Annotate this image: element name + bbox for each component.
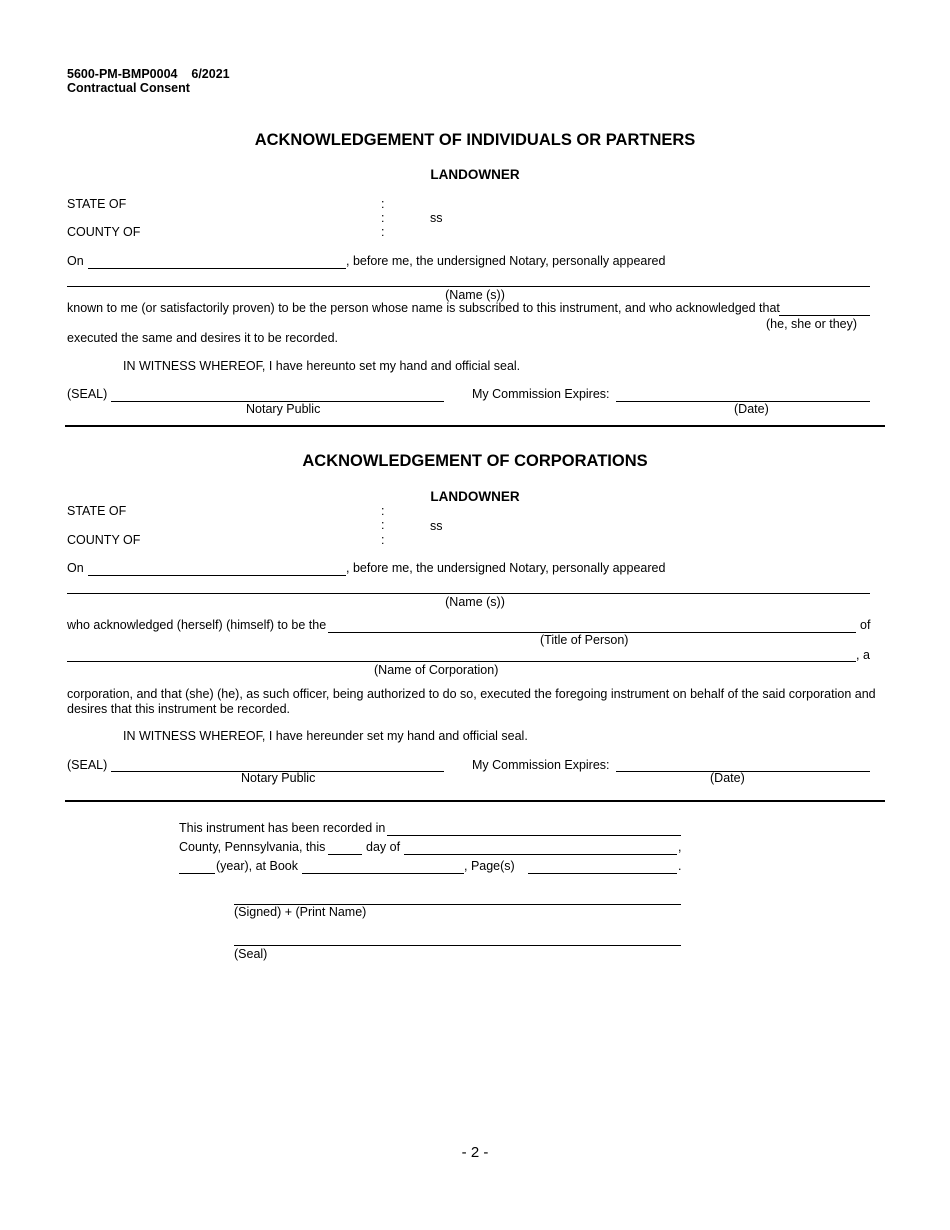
corporations-landowner: LANDOWNER	[430, 489, 520, 504]
corporations-notary-caption: Notary Public	[241, 771, 316, 785]
recording-seal-line[interactable]	[234, 945, 681, 946]
form-date: 6/2021	[191, 67, 230, 81]
individuals-title: ACKNOWLEDGEMENT OF INDIVIDUALS OR PARTNERS	[254, 131, 696, 149]
section-divider	[65, 425, 885, 427]
individuals-state-of: STATE OF	[67, 197, 127, 211]
form-code-text: 5600-PM-BMP0004	[67, 67, 178, 81]
colon: :	[381, 533, 385, 547]
corporations-date-caption: (Date)	[710, 771, 745, 785]
colon: :	[381, 518, 385, 532]
corporations-of: of	[860, 618, 871, 632]
recording-recorded-in: This instrument has been recorded in	[179, 821, 386, 835]
colon: :	[381, 225, 385, 239]
corporations-corp-text: corporation, and that (she) (he), as such officer, being authorized to do so, executed the foregoing instrument on behalf of the said corporation and desires that this instrument be recorded.	[67, 687, 876, 716]
corporations-who-ack: who acknowledged (herself) (himself) to be the	[67, 618, 327, 632]
colon: :	[381, 211, 385, 225]
recording-signed-caption: (Signed) + (Print Name)	[234, 905, 367, 919]
corporations-seal: (SEAL)	[67, 758, 108, 772]
recording-county-pa: County, Pennsylvania, this	[179, 840, 326, 854]
section-divider	[65, 800, 885, 802]
corporations-on: On	[67, 561, 84, 575]
individuals-commission: My Commission Expires:	[472, 387, 610, 401]
page-number: - 2 -	[461, 1144, 489, 1161]
recording-day-of: day of	[366, 840, 401, 854]
individuals-pronoun-line[interactable]	[779, 315, 870, 316]
individuals-notary-caption: Notary Public	[246, 402, 321, 416]
corporations-state-of: STATE OF	[67, 504, 127, 518]
corporations-date-line[interactable]	[88, 575, 346, 576]
individuals-names-line[interactable]	[67, 286, 870, 287]
recording-month-line[interactable]	[404, 854, 677, 855]
individuals-seal: (SEAL)	[67, 387, 108, 401]
corporations-names-caption: (Name (s))	[445, 595, 505, 609]
individuals-county-of: COUNTY OF	[67, 225, 141, 239]
recording-pages: , Page(s)	[464, 859, 515, 873]
corporations-name-line[interactable]	[67, 661, 856, 662]
individuals-witness-text: IN WITNESS WHEREOF, I have hereunto set my hand and official seal.	[123, 359, 521, 373]
individuals-ss: ss	[430, 211, 443, 225]
corporations-commission: My Commission Expires:	[472, 758, 610, 772]
corporations-corp-caption: (Name of Corporation)	[374, 663, 499, 677]
recording-book-line[interactable]	[302, 873, 464, 874]
individuals-date-caption: (Date)	[734, 402, 769, 416]
corporations-before-me: , before me, the undersigned Notary, personally appeared	[346, 561, 666, 575]
corporations-comma-a: , a	[856, 648, 870, 662]
individuals-before-me: , before me, the undersigned Notary, personally appeared	[346, 254, 666, 268]
colon: :	[381, 197, 385, 211]
corporations-county-of: COUNTY OF	[67, 533, 141, 547]
colon: :	[381, 504, 385, 518]
individuals-date-line[interactable]	[88, 268, 346, 269]
recording-county-line[interactable]	[387, 835, 681, 836]
corporations-title-caption: (Title of Person)	[540, 633, 629, 647]
recording-pages-line[interactable]	[528, 873, 677, 874]
recording-comma: ,	[678, 840, 682, 854]
corporations-names-line[interactable]	[67, 593, 870, 594]
individuals-on: On	[67, 254, 84, 268]
corporations-title: ACKNOWLEDGEMENT OF CORPORATIONS	[302, 452, 648, 470]
recording-year-line[interactable]	[179, 873, 215, 874]
individuals-known-text: known to me (or satisfactorily proven) to be the person whose name is subscribed to this instrument, and who acknowledged that	[67, 301, 780, 315]
individuals-executed-text: executed the same and desires it to be recorded.	[67, 331, 338, 345]
recording-period: .	[678, 859, 682, 873]
individuals-pronoun-caption: (he, she or they)	[766, 317, 858, 331]
recording-day-line[interactable]	[328, 854, 362, 855]
form-title: Contractual Consent	[67, 81, 190, 95]
recording-year-book: (year), at Book	[216, 859, 298, 873]
form-code	[67, 68, 230, 82]
recording-seal-caption: (Seal)	[234, 947, 268, 961]
corporations-witness-text: IN WITNESS WHEREOF, I have hereunder set my hand and official seal.	[123, 729, 528, 743]
individuals-landowner: LANDOWNER	[430, 167, 520, 182]
corporations-ss: ss	[430, 519, 443, 533]
individuals-names-caption: (Name (s))	[445, 288, 505, 302]
